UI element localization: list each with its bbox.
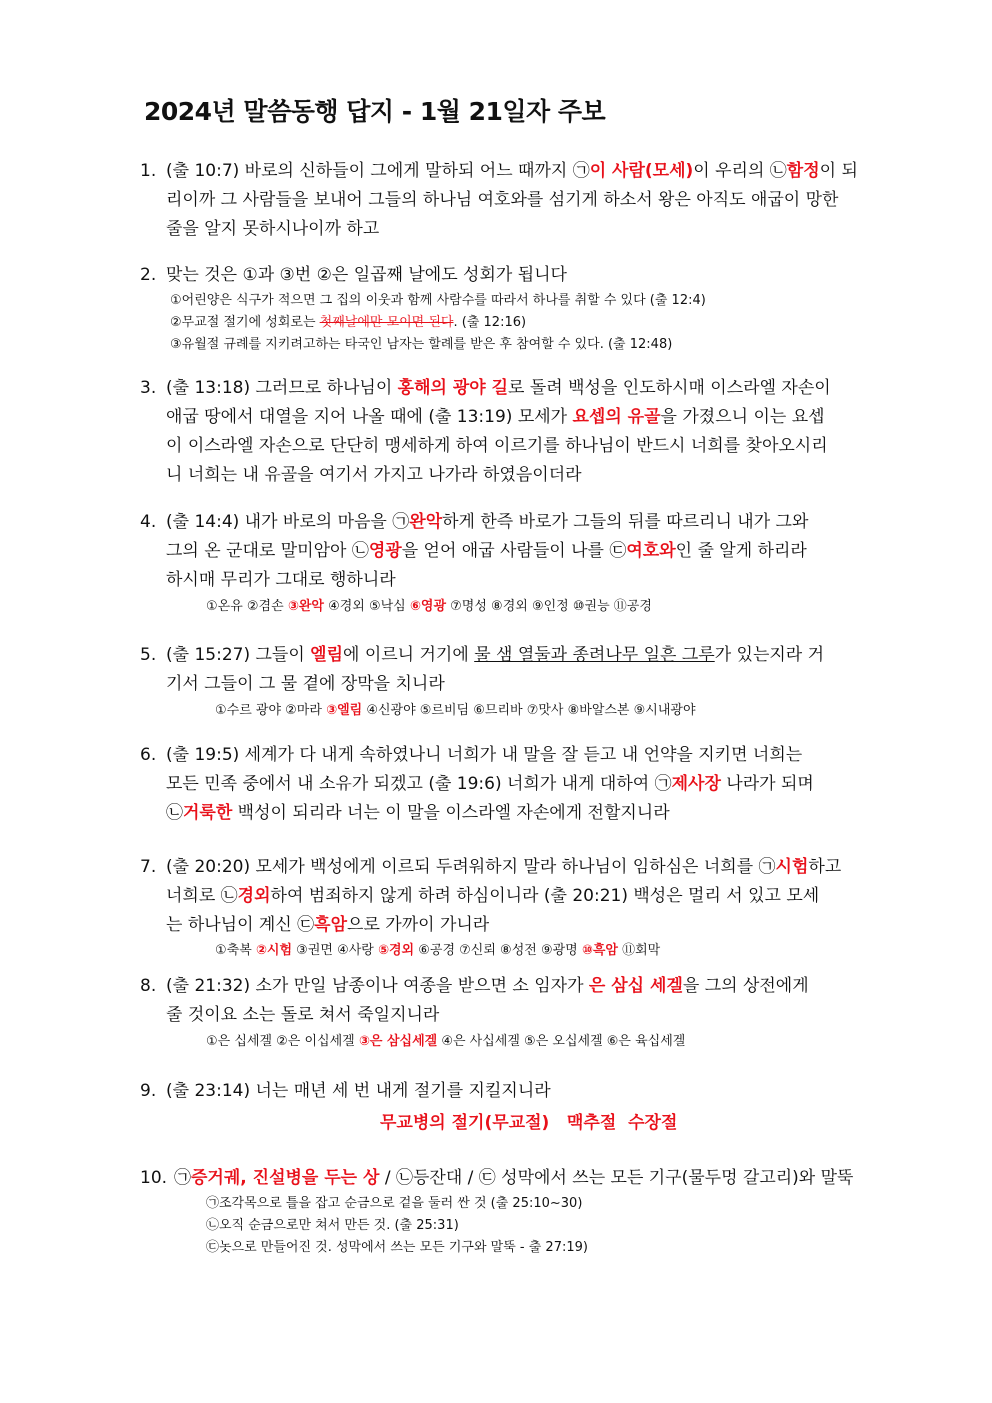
answer-options	[206, 595, 652, 614]
text-span: . (출 12:16)	[453, 315, 527, 330]
text-span: (출 14:4) 내가 바로의 마음을 ㉠	[166, 512, 410, 532]
text-span: 에 이르니 거기에	[343, 645, 475, 665]
text-span: 을 가졌으니 이는 요셉	[660, 407, 825, 427]
answer-options	[206, 1030, 685, 1049]
question-line: 맞는 것은 ①과 ③번 ②은 일곱째 날에도 성회가 됩니다	[166, 265, 567, 285]
question-line: 줄 것이요 소는 돌로 쳐서 죽일지니라	[166, 1005, 440, 1025]
text-span: 백성이 되리라 너는 이 말을 이스라엘 자손에게 전할지니라	[232, 803, 670, 823]
option-text: ⑪회막	[617, 943, 661, 958]
text-span: (출 21:32) 소가 만일 남종이나 여종을 받으면 소 임자가	[166, 976, 589, 996]
answer-highlight: 시험	[775, 857, 809, 877]
note-item: ①어린양은 식구가 적으면 그 집의 이웃과 함께 사람수를 따라서 하나를 취할 수 있다 (출 12:4)	[170, 293, 706, 308]
text-span: 모든 민족 중에서 내 소유가 되겠고 (출 19:6) 너희가 내게 대하여 ㉠	[166, 774, 672, 794]
question-line	[166, 157, 858, 186]
correct-option: ③엘림	[326, 703, 363, 718]
text-span: ②무교절 절기에 성회로는	[170, 315, 320, 330]
question-line	[166, 882, 852, 911]
text-span: 가 있는지라 거	[714, 645, 825, 665]
text-span: 하고	[808, 857, 842, 877]
option-text: ④은 사십세겔 ⑤은 오십세겔 ⑥은 육십세겔	[437, 1034, 686, 1049]
option-text: ①축복	[215, 943, 256, 958]
text-span: 을 그의 상전에게	[682, 976, 809, 996]
question-number: 10.	[140, 1168, 168, 1188]
question-body	[166, 157, 858, 244]
answer-highlight: 홍해의 광야 길	[397, 378, 509, 398]
answer-highlight: 흑암	[314, 915, 348, 935]
question-line	[166, 374, 852, 403]
text-span: 로 돌려 백성을 인도하시매 이스라엘 자손이	[508, 378, 831, 398]
question-line: 이 이스라엘 자손으로 단단히 맹세하게 하여 이르기를 하나님이 반드시 너희를 찾아오시리	[166, 436, 828, 456]
underlined-text: 물 샘 열둘과 종려나무 일흔 그루	[474, 645, 715, 665]
question-number: 3.	[140, 378, 157, 398]
text-span: 으로 가까이 가니라	[347, 915, 490, 935]
question-line: (출 19:5) 세계가 다 내게 속하였나니 너희가 내 말을 잘 듣고 내 언약을 지키면 너희는	[166, 745, 803, 765]
answer-highlight: 이 사람(모세)	[589, 161, 694, 181]
question-number: 5.	[140, 645, 157, 665]
correct-option: ②시험	[255, 943, 293, 958]
text-span: 인 줄 알게 하리라	[675, 541, 807, 561]
question-line	[166, 508, 852, 537]
question-number: 8.	[140, 976, 157, 996]
question-line	[166, 853, 852, 882]
note-item: ㉢놋으로 만들어진 것. 성막에서 쓰는 모든 기구와 말뚝 - 출 27:19)	[206, 1240, 588, 1255]
question-line	[166, 972, 852, 1001]
option-text: ⑥공경 ⑦신뢰 ⑧성전 ⑨광명	[414, 943, 582, 958]
option-text: ①은 십세겔 ②은 이십세겔	[206, 1034, 359, 1049]
question-line: 줄을 알지 못하시나이까 하고	[166, 219, 380, 239]
question-line: (출 23:14) 너는 매년 세 번 내게 절기를 지킬지니라	[166, 1081, 551, 1101]
question-number: 6.	[140, 745, 157, 765]
note-list	[174, 1193, 854, 1259]
option-text: ③권면 ④사랑	[292, 943, 378, 958]
question-number: 4.	[140, 512, 157, 532]
answer-highlight: 거룩한	[183, 803, 233, 823]
answer-options	[215, 939, 660, 958]
question-line: 기서 그들이 그 물 곁에 장막을 치니라	[166, 674, 445, 694]
question-number: 1.	[140, 161, 157, 181]
option-text: ⑦명성 ⑧경외 ⑨인정 ⑩권능 ⑪공경	[446, 599, 652, 614]
question-body	[166, 853, 852, 940]
text-span: ㉠	[174, 1168, 191, 1188]
text-span: / ㉡등잔대 / ㉢ 성막에서 쓰는 모든 기구(물두멍 갈고리)와 말뚝	[379, 1168, 854, 1188]
answer-highlight: 제사장	[671, 774, 721, 794]
question-line	[166, 537, 852, 566]
struck-text: 첫째날에만 모이면 된다	[319, 315, 454, 330]
question-body	[166, 741, 852, 828]
question-line: 니 너희는 내 유골을 여기서 가지고 나가라 하였음이더라	[166, 465, 582, 485]
question-body	[174, 1164, 854, 1259]
answer-highlight: 엘림	[310, 645, 344, 665]
text-span: (출 20:20) 모세가 백성에게 이르되 두려워하지 말라 하나님이 임하심은 너희를 ㉠	[166, 857, 776, 877]
correct-option: ⑥영광	[409, 599, 447, 614]
text-span: 이 우리의 ㉡	[693, 161, 787, 181]
answer-highlight: 완악	[409, 512, 443, 532]
text-span: (출 13:18) 그러므로 하나님이	[166, 378, 398, 398]
text-span: 는 하나님이 계신 ㉢	[166, 915, 315, 935]
correct-option: ③은 삼십세겔	[358, 1034, 438, 1049]
question-body	[166, 261, 852, 356]
text-span: 애굽 땅에서 대열을 지어 나올 때에 (출 13:19) 모세가	[166, 407, 573, 427]
question-line	[166, 641, 852, 670]
question-line	[174, 1164, 854, 1193]
question-line	[166, 799, 852, 828]
text-span: 이 되	[819, 161, 858, 181]
question-number: 7.	[140, 857, 157, 877]
question-number: 2.	[140, 265, 157, 285]
question-line	[166, 770, 852, 799]
question-body	[166, 1077, 852, 1106]
question-body	[166, 508, 852, 595]
question-line: 하시매 무리가 그대로 행하니라	[166, 570, 396, 590]
text-span: 나라가 되며	[720, 774, 814, 794]
option-text: ①수르 광야 ②마라	[215, 703, 327, 718]
answer-highlight: 은 삼십 세겔	[588, 976, 683, 996]
question-body	[166, 972, 852, 1030]
answer-highlight: 함정	[786, 161, 820, 181]
answer-highlight: 경외	[237, 886, 271, 906]
correct-option: ⑩흑암	[581, 943, 618, 958]
note-item	[170, 312, 852, 334]
text-span: (출 15:27) 그들이	[166, 645, 311, 665]
correct-option: ③완악	[287, 599, 324, 614]
correct-option: ⑤경외	[377, 943, 415, 958]
answer-highlight: 증거궤, 진설병을 두는 상	[191, 1168, 380, 1188]
text-span: 그의 온 군대로 말미암아 ㉡	[166, 541, 369, 561]
answer-line: 무교병의 절기(무교절) 맥추절 수장절	[380, 1113, 678, 1133]
question-body	[166, 374, 852, 490]
page-title: 2024년 말씀동행 답지 - 1월 21일자 주보	[144, 97, 606, 126]
question-line	[166, 403, 852, 432]
text-span: (출 10:7) 바로의 신하들이 그에게 말하되 어느 때까지 ㉠	[166, 161, 590, 181]
text-span: 하여 범죄하지 않게 하려 하심이니라 (출 20:21) 백성은 멀리 서 있고 모세	[270, 886, 820, 906]
text-span: 하게 한즉 바로가 그들의 뒤를 따르리니 내가 그와	[442, 512, 809, 532]
note-item: ㉠조각목으로 틀을 잡고 순금으로 겉을 둘러 싼 것 (출 25:10~30)	[206, 1196, 583, 1211]
text-span: 너희로 ㉡	[166, 886, 238, 906]
answer-highlight: 여호와	[626, 541, 676, 561]
option-text: ④경외 ⑤낙심	[323, 599, 410, 614]
answer-options	[215, 699, 696, 718]
note-item: ㉡오직 순금으로만 쳐서 만든 것. (출 25:31)	[206, 1218, 459, 1233]
question-number: 9.	[140, 1081, 157, 1101]
text-span: 을 얻어 애굽 사람들이 나를 ㉢	[401, 541, 627, 561]
question-line: 리이까 그 사람들을 보내어 그들의 하나님 여호와를 섬기게 하소서 왕은 아직도 애굽이 망한	[166, 190, 839, 210]
note-list	[166, 290, 852, 356]
option-text: ④신광야 ⑤르비딤 ⑥므리바 ⑦맛사 ⑧바알스본 ⑨시내광야	[362, 703, 696, 718]
answer-highlight: 요셉의 유골	[572, 407, 661, 427]
option-text: ①온유 ②겸손	[206, 599, 288, 614]
answer-highlight: 영광	[368, 541, 402, 561]
text-span: ㉡	[166, 803, 183, 823]
note-item: ③유월절 규례를 지키려고하는 타국인 남자는 할례를 받은 후 참여할 수 있다. (출 12:48)	[170, 337, 673, 352]
question-body	[166, 641, 852, 699]
question-line	[166, 911, 852, 940]
